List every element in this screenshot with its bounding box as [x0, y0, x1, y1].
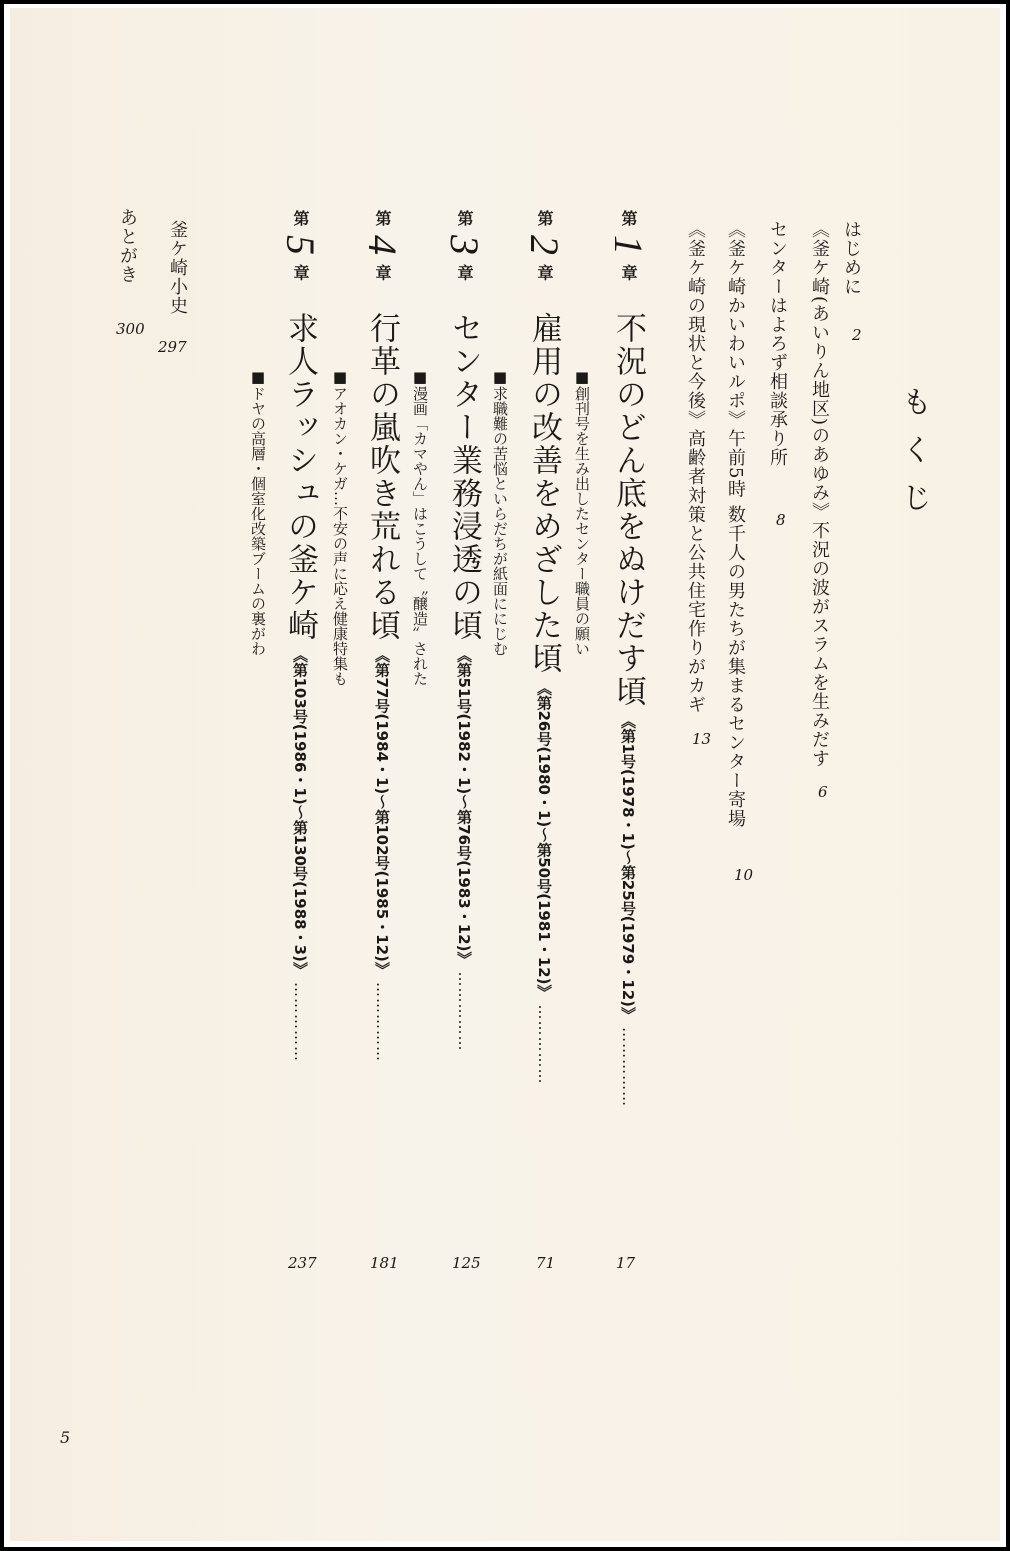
leader-dots: …………… [619, 1027, 637, 1108]
front-label: 《釜ケ崎かいわいルポ》午前5時 数千人の男たちが集まるセンター寄場 [725, 220, 746, 829]
chapter-3-page: 125 [452, 1254, 481, 1272]
leader-dots: …………… [455, 971, 473, 1052]
chapter-suffix: 章 [455, 264, 474, 281]
leader-dots: …………… [373, 981, 391, 1062]
chapter-1 [606, 210, 651, 1108]
chapter-title: 雇用の改善をめざした頃 [526, 312, 562, 676]
chapter-4-page: 181 [370, 1254, 399, 1272]
front-label: はじめに [841, 220, 862, 296]
front-item-report [726, 220, 744, 828]
chapter-number: 1 [606, 235, 651, 256]
chapter-suffix: 章 [619, 264, 638, 281]
leader-dots: …………… [291, 981, 309, 1062]
chapter-prefix: 第 [535, 210, 554, 226]
chapter-suffix: 章 [535, 264, 554, 281]
front-label: センターはよろず相談承り所 [767, 220, 788, 467]
leader-dots: …………… [535, 1004, 553, 1085]
front-page-center: 8 [776, 511, 786, 529]
chapter-suffix: 章 [291, 264, 310, 281]
front-page-history: 6 [818, 783, 828, 801]
chapter-number: 3 [442, 235, 487, 256]
back-item-history: 釜ケ崎小史 [167, 220, 188, 315]
chapter-title: 行革の嵐吹き荒れる頃 [364, 312, 400, 643]
chapter-5-desc: ■ドヤの高層・個室化改築ブームの裏がわ [249, 368, 267, 656]
chapter-title: センター業務浸透の頃 [446, 312, 482, 643]
chapter-3 [442, 210, 487, 1052]
chapter-2-desc: ■求職難の苦悩といらだちが紙面ににじむ [491, 368, 509, 656]
front-page-preface: 2 [852, 326, 862, 344]
chapter-prefix: 第 [291, 210, 310, 226]
chapter-issues: 《第103号(1986・1)〜第130号(1988・3)》 [291, 647, 309, 977]
back-page-afterword: 300 [116, 320, 145, 338]
chapter-issues: 《第26号(1980・1)〜第50号(1981・12)》 [535, 680, 553, 1000]
chapter-4 [360, 210, 405, 1062]
chapter-issues: 《第1号(1978・1)〜第25号(1979・12)》 [619, 713, 637, 1023]
chapter-prefix: 第 [619, 210, 638, 226]
chapter-issues: 《第77号(1984・1)〜第102号(1985・12)》 [373, 647, 391, 977]
book-page [10, 8, 1000, 1541]
front-item-future [686, 220, 704, 714]
back-page-history: 297 [158, 338, 187, 356]
chapter-2 [522, 210, 567, 1085]
chapter-1-page: 17 [616, 1254, 636, 1272]
front-label: 《釜ケ崎(あいりん地区)のあゆみ》不況の波がスラムを生みだす [809, 220, 830, 769]
chapter-suffix: 章 [373, 264, 392, 281]
chapter-prefix: 第 [373, 210, 392, 226]
chapter-4-desc: ■アオカン・ケガ…不安の声に応え健康特集も [331, 368, 349, 686]
chapter-1-desc: ■創刊号を生み出したセンター職員の願い [573, 368, 591, 656]
chapter-title: 不況のどん底をぬけだす頃 [610, 312, 646, 709]
back-item-afterword: あとがき [117, 208, 138, 284]
toc-title: もくじ [896, 386, 931, 530]
front-item-center [768, 220, 786, 467]
chapter-title: 求人ラッシュの釜ケ崎 [282, 312, 318, 643]
chapter-number: 2 [522, 235, 567, 256]
chapter-prefix: 第 [455, 210, 474, 226]
front-item-preface [842, 220, 860, 296]
page-number: 5 [60, 1428, 71, 1447]
chapter-3-desc: ■漫画「カマやん」はこうして〝醸造〟された [411, 368, 429, 686]
chapter-number: 4 [360, 235, 405, 256]
front-page-report: 10 [734, 866, 754, 884]
chapter-5 [278, 210, 323, 1062]
front-label: 《釜ケ崎の現状と今後》高齢者対策と公共住宅作りがカギ [685, 220, 706, 714]
chapter-issues: 《第51号(1982・1)〜第76号(1983・12)》 [455, 647, 473, 967]
front-item-history [810, 220, 828, 768]
front-page-future: 13 [692, 730, 712, 748]
chapter-5-page: 237 [288, 1254, 317, 1272]
chapter-number: 5 [278, 235, 323, 256]
chapter-2-page: 71 [536, 1254, 556, 1272]
